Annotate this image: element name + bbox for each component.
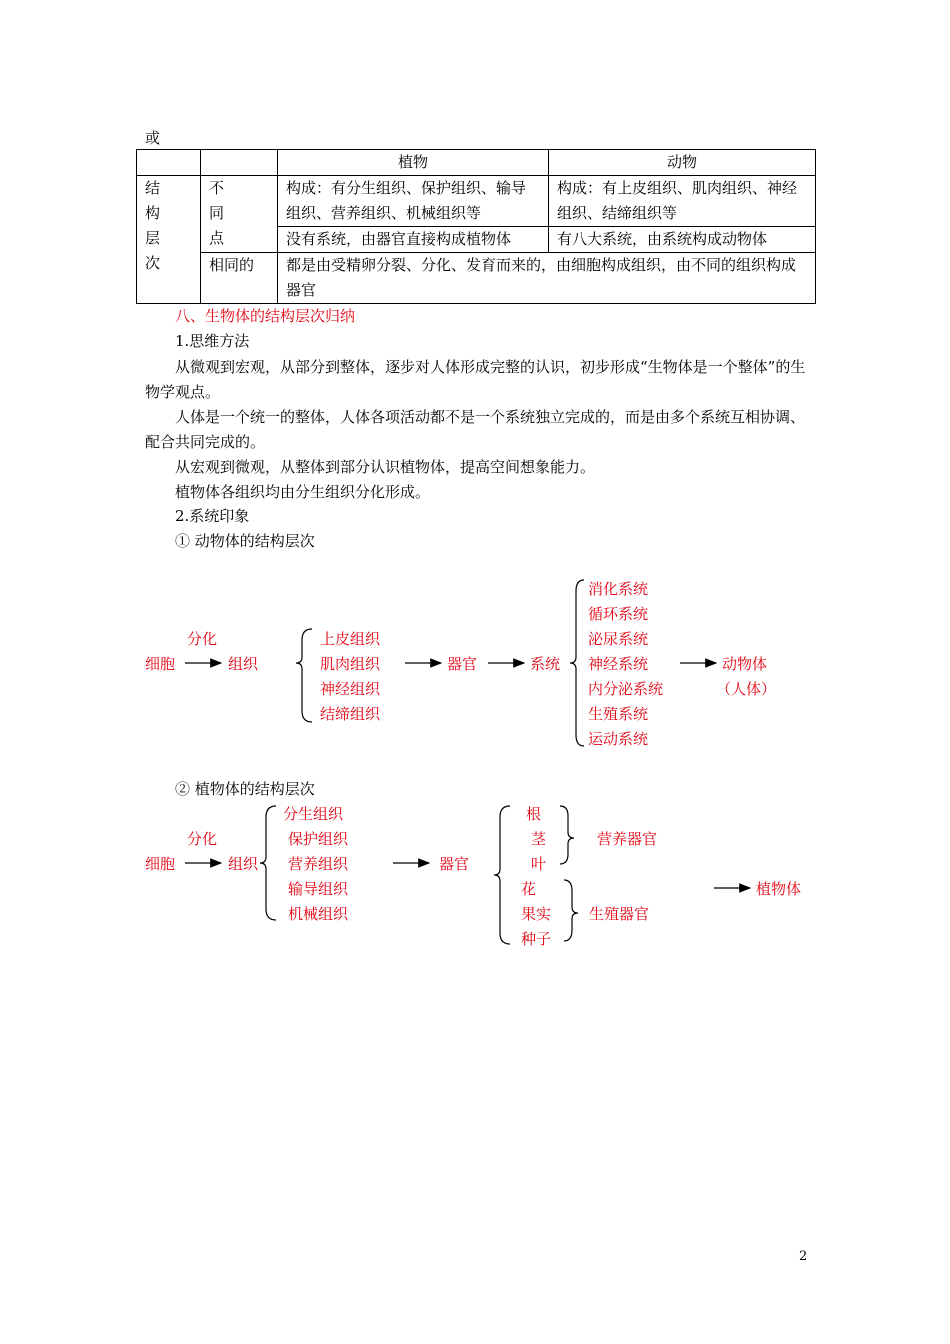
differentiate-label: 分化 xyxy=(187,830,218,848)
brace-icon xyxy=(570,580,584,746)
same-label: 相同的 xyxy=(201,253,278,304)
difference-label: 不 同 点 xyxy=(201,176,278,253)
tissue-item: 分生组织 xyxy=(283,805,344,823)
paragraph: 人体是一个统一的整体，人体各项活动都不是一个系统独立完成的，而是由多个系统互相协调、配合共同完成的。 xyxy=(145,408,806,451)
animal-body-note: （人体） xyxy=(716,680,777,698)
tissue-item: 机械组织 xyxy=(288,905,349,923)
structure-level-label: 结 构 层 次 xyxy=(137,176,201,304)
organ-item: 花 xyxy=(521,880,537,898)
organ-item: 果实 xyxy=(521,905,552,923)
system-item: 生殖系统 xyxy=(588,705,649,723)
tissue-item: 神经组织 xyxy=(320,680,381,698)
cell-node: 细胞 xyxy=(145,655,176,673)
tissue-node: 组织 xyxy=(228,855,259,873)
tissue-item: 上皮组织 xyxy=(320,630,381,648)
organ-item: 根 xyxy=(526,805,542,823)
or-label: 或 xyxy=(145,129,161,147)
same-text: 都是由受精卵分裂、分化、发育而来的，由细胞构成组织，由不同的组织构成器官 xyxy=(278,253,816,304)
organ-node: 器官 xyxy=(439,855,470,873)
system-item: 内分泌系统 xyxy=(588,680,664,698)
subheading-method: 1.思维方法 xyxy=(175,332,250,350)
organ-item: 叶 xyxy=(531,855,547,873)
plant-composition: 构成：有分生组织、保护组织、输导组织、营养组织、机械组织等 xyxy=(278,176,549,227)
animal-body-node: 动物体 xyxy=(722,655,768,673)
brace-icon xyxy=(296,629,312,722)
system-item: 神经系统 xyxy=(588,655,649,673)
tissue-node: 组织 xyxy=(228,655,259,673)
animal-heading: ① 动物体的结构层次 xyxy=(175,532,315,550)
reproductive-organ-label: 生殖器官 xyxy=(589,905,650,923)
system-item: 泌尿系统 xyxy=(588,630,649,648)
subheading-system: 2.系统印象 xyxy=(175,507,250,525)
system-item: 运动系统 xyxy=(588,730,649,748)
tissue-item: 肌肉组织 xyxy=(320,655,381,673)
header-animal: 动物 xyxy=(549,150,816,176)
animal-composition: 构成：有上皮组织、肌肉组织、神经组织、结缔组织等 xyxy=(549,176,816,227)
plant-body-node: 植物体 xyxy=(756,880,802,898)
vegetative-organ-label: 营养器官 xyxy=(597,830,658,848)
tissue-item: 结缔组织 xyxy=(320,705,381,723)
section-title: 八、生物体的结构层次归纳 xyxy=(175,307,356,325)
brace-icon xyxy=(260,806,276,920)
tissue-item: 保护组织 xyxy=(288,830,349,848)
paragraph: 植物体各组织均由分生组织分化形成。 xyxy=(175,483,431,501)
cell-node: 细胞 xyxy=(145,855,176,873)
organ-node: 器官 xyxy=(447,655,478,673)
system-node: 系统 xyxy=(530,655,561,673)
organ-item: 茎 xyxy=(531,830,547,848)
tissue-item: 营养组织 xyxy=(288,855,349,873)
animal-system: 有八大系统，由系统构成动物体 xyxy=(549,227,816,253)
brace-icon xyxy=(564,880,578,941)
brace-icon xyxy=(494,806,510,944)
header-plant: 植物 xyxy=(278,150,549,176)
plant-system: 没有系统，由器官直接构成植物体 xyxy=(278,227,549,253)
tissue-item: 输导组织 xyxy=(288,880,349,898)
brace-icon xyxy=(560,806,574,864)
page-number: 2 xyxy=(799,1249,808,1264)
system-item: 消化系统 xyxy=(588,580,649,598)
paragraph: 从微观到宏观，从部分到整体，逐步对人体形成完整的认识，初步形成“生物体是一个整体”的生物学观点。 xyxy=(145,358,806,401)
organ-item: 种子 xyxy=(521,930,552,948)
plant-heading: ② 植物体的结构层次 xyxy=(175,780,315,798)
paragraph: 从宏观到微观，从整体到部分认识植物体，提高空间想象能力。 xyxy=(175,458,596,476)
differentiate-label: 分化 xyxy=(187,630,218,648)
system-item: 循环系统 xyxy=(588,605,649,623)
